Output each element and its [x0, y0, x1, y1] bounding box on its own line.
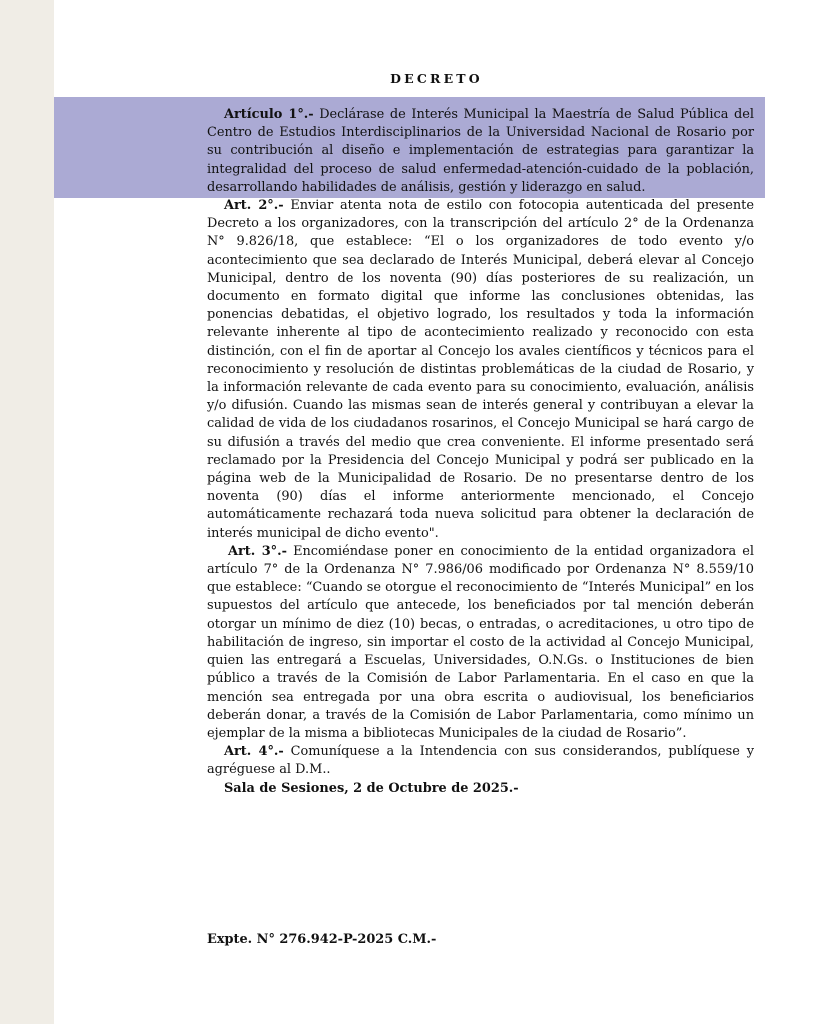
article-1: [207, 106, 754, 197]
article-4-text: Comuníquese a la Intendencia con sus considerandos, publíquese y agréguese al D.M..: [207, 744, 754, 778]
document-title: DECRETO: [390, 71, 483, 86]
article-4: [207, 743, 754, 779]
article-3-label: Art. 3°.-: [228, 543, 287, 559]
article-1-label: Artículo 1°.-: [224, 107, 314, 122]
article-2-text: Enviar atenta nota de estilo con fotocopia autenticada del presente Decreto a los organizadores, con la transcripción del artículo 2° de la Ordenanza N° 9.826/18, que establece: “El o los organizadores de todo evento y/o acontecimiento que sea declarado de Interés Municipal, deberá elevar al Concejo Municipal, dentro de los noventa (90) días posteriores de su realización, un documento en formato digital que informe las conclusiones obtenidas, las ponencias debatidas, el objetivo logrado, los resultados y toda la información relevante inherente al tipo de acontecimiento realizado y reconocido con esta distinción, con el fin de aportar al Concejo los avales científicos y técnicos para el reconocimiento y resolución de distintas problemáticas de la ciudad de Rosario, y la información relevante de cada evento para su conocimiento, evaluación, análisis y/o difusión. Cuando las mismas sean de interés general y contribuyan a elevar la calidad de vida de los ciudadanos rosarinos, el Concejo Municipal se hará cargo de su difusión a través del medio que crea conveniente. El informe presentado será reclamado por la Presidencia del Concejo Municipal y podrá ser publicado en la página web de la Municipalidad de Rosario. De no presentarse dentro de los noventa (90) días el informe anteriormente mencionado, el Concejo automáticamente rechazará toda nueva solicitud para obtener la declaración de interés municipal de dicho evento".: [207, 198, 754, 541]
article-4-label: Art. 4°.-: [224, 744, 284, 760]
article-3-text: Encomiéndase poner en conocimiento de la entidad organizadora el artículo 7° de la Ordenanza N° 7.986/06 modificado por Ordenanza N° 8.559/10 que establece: “Cuando se otorgue el reconocimiento de “Interés Municipal” en los supuestos del artículo que antecede, los beneficiados por tal mención deberán otorgar un mínimo de diez (10) becas, o entradas, o acreditaciones, u otro tipo de habilitación de ingreso, sin importar el costo de la actividad al Concejo Municipal, quien las entregará a Escuelas, Universidades, O.N.Gs. o Instituciones de bien público a través de la Comisión de Labor Parlamentaria. En el caso en que la mención sea entregada por una obra escrita o audiovisual, los beneficiarios deberán donar, a través de la Comisión de Labor Parlamentaria, como mínimo un ejemplar de la misma a bibliotecas Municipales de la ciudad de Rosario”.: [207, 543, 754, 741]
article-1-text: Declárase de Interés Municipal la Maestría de Salud Pública del Centro de Estudios Interdisciplinarios de la Universidad Nacional de Rosario por su contribución al diseño e implementación de estrategias para garantizar la integralidad del proceso de salud enfermedad-atención-cuidado de la población, desarrollando habilidades de análisis, gestión y liderazgo en salud.: [207, 107, 754, 195]
closing-line: Sala de Sesiones, 2 de Octubre de 2025.-: [224, 780, 519, 796]
document-page: [54, 0, 819, 1024]
article-2: [207, 197, 754, 543]
article-2-label: Art. 2°.-: [224, 198, 284, 214]
article-3: [207, 543, 754, 743]
expediente-number: Expte. N° 276.942-P-2025 C.M.-: [207, 932, 437, 947]
document-body: [207, 106, 754, 798]
